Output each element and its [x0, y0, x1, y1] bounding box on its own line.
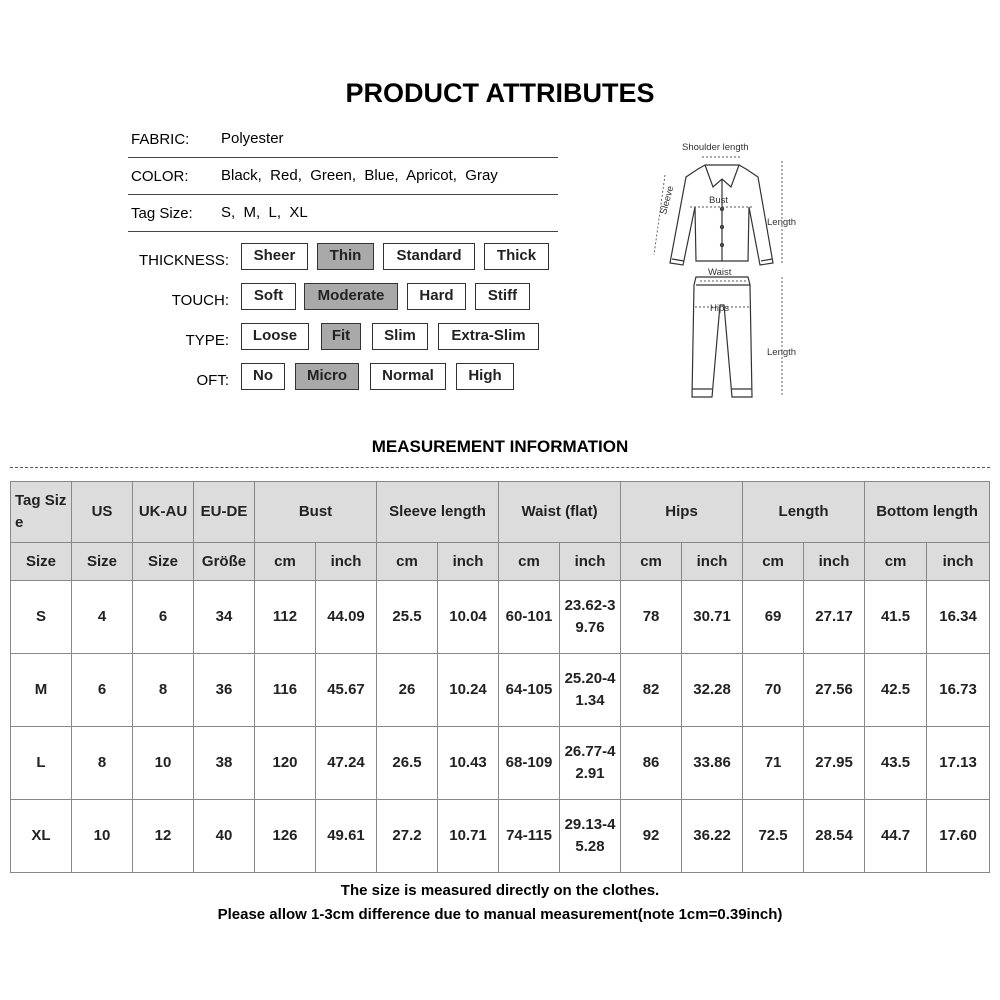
fabric-value: Polyester [221, 130, 284, 147]
subheader-cell: inch [438, 543, 499, 581]
header-cell: Tag Size [11, 482, 72, 543]
table-cell: 70 [743, 654, 804, 727]
table-cell: 10.43 [438, 727, 499, 800]
header-cell: US [72, 482, 133, 543]
header-cell: Waist (flat) [499, 482, 621, 543]
divider [128, 231, 558, 232]
note-measured-directly: The size is measured directly on the clothes. [340, 882, 660, 899]
tag-size-label: Tag Size: [131, 205, 193, 222]
table-cell: 25.20-41.34 [560, 654, 621, 727]
table-cell: 74-115 [499, 800, 560, 873]
subheader-cell: cm [499, 543, 560, 581]
table-cell: 44.09 [316, 581, 377, 654]
table-cell: 27.56 [804, 654, 865, 727]
subheader-cell: cm [621, 543, 682, 581]
table-cell: 60-101 [499, 581, 560, 654]
table-cell: 27.17 [804, 581, 865, 654]
subheader-cell: inch [560, 543, 621, 581]
table-cell: 116 [255, 654, 316, 727]
table-cell: 36.22 [682, 800, 743, 873]
header-cell: Length [743, 482, 865, 543]
tag-size-value: S, M, L, XL [221, 204, 308, 221]
table-cell: 17.60 [927, 800, 990, 873]
type-option-loose[interactable]: Loose [241, 323, 309, 350]
subheader-cell: inch [804, 543, 865, 581]
table-header-row [11, 482, 990, 543]
table-cell: 38 [194, 727, 255, 800]
table-cell: 27.95 [804, 727, 865, 800]
table-cell: 17.13 [927, 727, 990, 800]
touch-label: TOUCH: [171, 292, 229, 309]
pants-outline-icon [692, 277, 752, 397]
measurement-table [10, 481, 990, 873]
thickness-option-standard[interactable]: Standard [383, 243, 475, 270]
bust-label: Bust [709, 195, 729, 206]
garment-measurement-diagram [650, 135, 820, 410]
measurement-title: MEASUREMENT INFORMATION [371, 437, 629, 456]
thickness-option-thin[interactable]: Thin [317, 243, 374, 270]
table-cell: 6 [72, 654, 133, 727]
header-cell: EU-DE [194, 482, 255, 543]
table-cell: 34 [194, 581, 255, 654]
table-cell: 42.5 [865, 654, 927, 727]
table-cell: 41.5 [865, 581, 927, 654]
table-cell: 25.5 [377, 581, 438, 654]
table-cell: 82 [621, 654, 682, 727]
oft-option-high[interactable]: High [456, 363, 514, 390]
table-cell: 86 [621, 727, 682, 800]
divider [128, 194, 558, 195]
type-option-extra-slim[interactable]: Extra-Slim [438, 323, 539, 350]
table-cell: 69 [743, 581, 804, 654]
table-cell: 8 [133, 654, 194, 727]
table-cell: 4 [72, 581, 133, 654]
table-cell: 6 [133, 581, 194, 654]
table-cell: 30.71 [682, 581, 743, 654]
oft-option-no[interactable]: No [241, 363, 285, 390]
color-label: COLOR: [131, 168, 189, 185]
table-cell: 71 [743, 727, 804, 800]
table-subheader-row [11, 543, 990, 581]
subheader-cell: inch [927, 543, 990, 581]
table-row [11, 581, 990, 654]
table-cell: L [11, 727, 72, 800]
touch-option-moderate[interactable]: Moderate [304, 283, 398, 310]
table-cell: 112 [255, 581, 316, 654]
top-length-label: Length [767, 217, 797, 228]
table-cell: 44.7 [865, 800, 927, 873]
table-cell: 32.28 [682, 654, 743, 727]
table-cell: 26 [377, 654, 438, 727]
table-cell: 27.2 [377, 800, 438, 873]
table-cell: 43.5 [865, 727, 927, 800]
table-cell: M [11, 654, 72, 727]
subheader-cell: Größe [194, 543, 255, 581]
touch-option-hard[interactable]: Hard [407, 283, 466, 310]
subheader-cell: Size [133, 543, 194, 581]
divider [128, 157, 558, 158]
table-cell: XL [11, 800, 72, 873]
table-cell: 23.62-39.76 [560, 581, 621, 654]
table-cell: 16.34 [927, 581, 990, 654]
pants-length-label: Length [767, 347, 797, 358]
header-cell: Sleeve length [377, 482, 499, 543]
table-cell: 49.61 [316, 800, 377, 873]
table-cell: 45.67 [316, 654, 377, 727]
shoulder-length-label: Shoulder length [682, 142, 749, 153]
subheader-cell: cm [377, 543, 438, 581]
subheader-cell: cm [865, 543, 927, 581]
table-cell: 28.54 [804, 800, 865, 873]
waist-label: Waist [708, 267, 732, 278]
subheader-cell: inch [682, 543, 743, 581]
table-row [11, 800, 990, 873]
table-cell: 40 [194, 800, 255, 873]
thickness-label: THICKNESS: [138, 252, 229, 269]
dashed-divider [10, 467, 990, 468]
table-cell: 12 [133, 800, 194, 873]
table-cell: 92 [621, 800, 682, 873]
thickness-option-sheer[interactable]: Sheer [241, 243, 308, 270]
table-cell: 120 [255, 727, 316, 800]
table-cell: 47.24 [316, 727, 377, 800]
header-cell: UK-AU [133, 482, 194, 543]
sleeve-label: Sleeve [658, 184, 677, 216]
touch-option-soft[interactable]: Soft [241, 283, 296, 310]
table-cell: S [11, 581, 72, 654]
page-title: PRODUCT ATTRIBUTES [345, 78, 655, 108]
type-option-fit[interactable]: Fit [321, 323, 361, 350]
table-cell: 26.5 [377, 727, 438, 800]
table-cell: 78 [621, 581, 682, 654]
table-cell: 33.86 [682, 727, 743, 800]
header-cell: Hips [621, 482, 743, 543]
subheader-cell: cm [255, 543, 316, 581]
table-cell: 10.04 [438, 581, 499, 654]
table-cell: 10.71 [438, 800, 499, 873]
table-cell: 10 [133, 727, 194, 800]
header-cell: Bottom length [865, 482, 990, 543]
fabric-label: FABRIC: [131, 131, 190, 148]
note-allow-difference: Please allow 1-3cm difference due to manual measurement(note 1cm=0.39inch) [217, 906, 783, 923]
touch-option-stiff[interactable]: Stiff [475, 283, 530, 310]
table-cell: 29.13-45.28 [560, 800, 621, 873]
oft-label: OFT: [196, 372, 229, 389]
thickness-option-thick[interactable]: Thick [484, 243, 549, 270]
subheader-cell: Size [11, 543, 72, 581]
subheader-cell: inch [316, 543, 377, 581]
header-cell: Bust [255, 482, 377, 543]
oft-option-micro[interactable]: Micro [295, 363, 359, 390]
table-cell: 72.5 [743, 800, 804, 873]
hips-label: Hips [710, 303, 730, 314]
table-cell: 8 [72, 727, 133, 800]
table-row [11, 654, 990, 727]
oft-option-normal[interactable]: Normal [370, 363, 446, 390]
table-cell: 64-105 [499, 654, 560, 727]
table-row [11, 727, 990, 800]
table-cell: 26.77-42.91 [560, 727, 621, 800]
color-value: Black, Red, Green, Blue, Apricot, Gray [221, 167, 498, 184]
table-cell: 126 [255, 800, 316, 873]
type-label: TYPE: [185, 332, 229, 349]
subheader-cell: cm [743, 543, 804, 581]
subheader-cell: Size [72, 543, 133, 581]
table-cell: 10 [72, 800, 133, 873]
table-cell: 16.73 [927, 654, 990, 727]
table-cell: 68-109 [499, 727, 560, 800]
type-option-slim[interactable]: Slim [372, 323, 428, 350]
table-cell: 36 [194, 654, 255, 727]
table-cell: 10.24 [438, 654, 499, 727]
